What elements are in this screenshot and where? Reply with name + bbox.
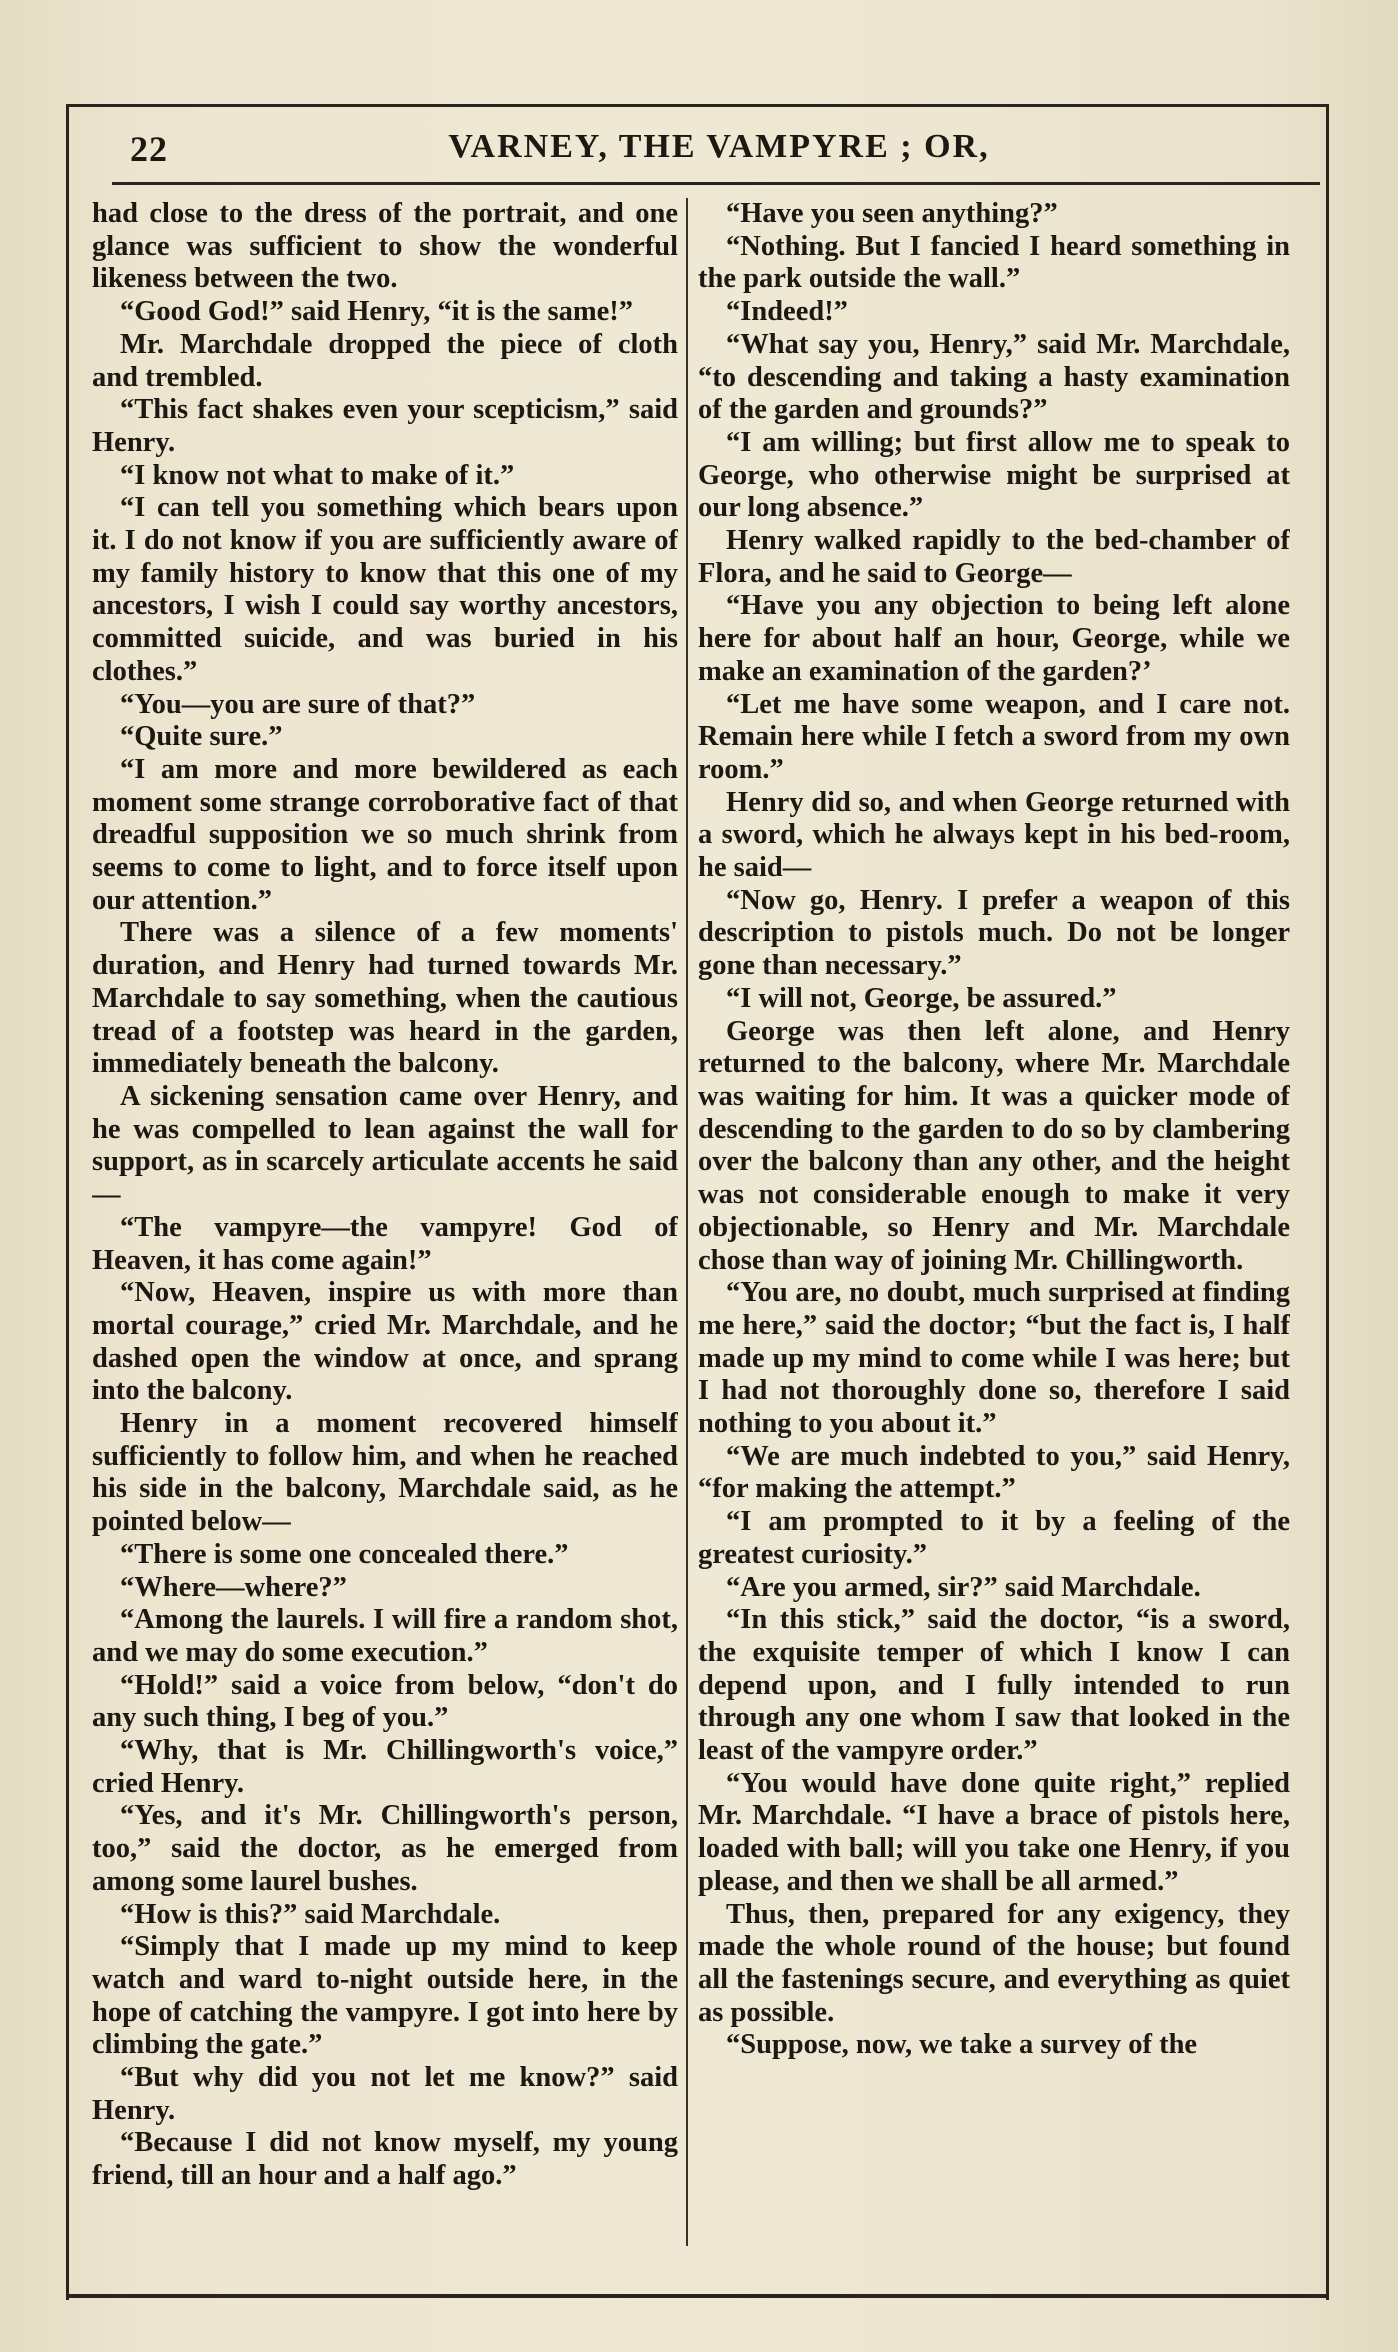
frame-right-rule xyxy=(1326,104,1329,2300)
paragraph: Henry did so, and when George returned with a sword, which he always kept in his bed-room, he said— xyxy=(698,786,1290,884)
paragraph: “Why, that is Mr. Chillingworth's voice,” cried Henry. xyxy=(92,1735,678,1799)
paragraph: Henry in a moment recovered himself sufficiently to follow him, and when he reached his side in the balcony, Marchdale said, as he pointed below— xyxy=(92,1408,678,1538)
paragraph: “Because I did not know myself, my young friend, till an hour and a half ago.” xyxy=(92,2127,678,2192)
paragraph: “I am willing; but first allow me to speak to George, who otherwise might be surprised at our long absence.” xyxy=(698,426,1290,524)
running-title: VARNEY, THE VAMPYRE ; OR, xyxy=(448,128,990,165)
paragraph: Thus, then, prepared for any exigency, they made the whole round of the house; but found all the fastenings secure, and everything as quiet as possible. xyxy=(698,1898,1290,2028)
paragraph: “I am prompted to it by a feeling of the greatest curiosity.” xyxy=(698,1506,1290,1570)
paragraph: “In this stick,” said the doctor, “is a sword, the exquisite temper of which I know I can depend upon, and I fully intended to run through any one whom I saw that looked in the least of the vampyre order.” xyxy=(698,1604,1290,1767)
paragraph: “Now, Heaven, inspire us with more than mortal courage,” cried Mr. Marchdale, and he dashed open the window at once, and sprang into the balcony. xyxy=(92,1277,678,1407)
paragraph: Mr. Marchdale dropped the piece of cloth and trembled. xyxy=(92,328,678,393)
paragraph: “How is this?” said Marchdale. xyxy=(120,1898,501,1930)
paragraph: “Are you armed, sir?” said Marchdale. xyxy=(726,1571,1201,1603)
paragraph: George was then left alone, and Henry returned to the balcony, where Mr. Marchdale was waiting for him. It was a quicker mode of descending to the garden to do so by clambering over the balcony than any other, and the height was not considerable enough to make it very objectionable, so Henry and Mr. Marchdale chose than way of joining Mr. Chillingworth. xyxy=(698,1015,1290,1276)
paragraph: “Good God!” said Henry, “it is the same!” xyxy=(120,296,634,328)
paragraph: “You would have done quite right,” replied Mr. Marchdale. “I have a brace of pistols here, loaded with ball; will you take one Henry, if you please, and then we shall be all armed.” xyxy=(698,1767,1290,1897)
paragraph: “This fact shakes even your scepticism,” said Henry. xyxy=(92,394,678,458)
page-header xyxy=(124,128,1314,180)
paragraph: “Indeed!” xyxy=(726,296,848,328)
frame-top-rule xyxy=(66,104,1329,107)
frame-bottom-rule xyxy=(66,2294,1329,2298)
column-divider xyxy=(686,198,688,2246)
paragraph: A sickening sensation came over Henry, and he was compelled to lean against the wall for support, as in scarcely articulate accents he said— xyxy=(92,1080,678,1211)
header-rule xyxy=(112,182,1320,185)
paragraph: “Now go, Henry. I prefer a weapon of this description to pistols much. Do not be longer gone than necessary.” xyxy=(698,884,1290,982)
paragraph: “Let me have some weapon, and I care not. Remain here while I fetch a sword from my own room.” xyxy=(698,688,1290,785)
paragraph: Henry walked rapidly to the bed-chamber of Flora, and he said to George— xyxy=(698,525,1290,589)
paragraph: “The vampyre—the vampyre! God of Heaven, it has come again!” xyxy=(92,1211,678,1276)
paragraph: “I know not what to make of it.” xyxy=(120,459,515,491)
paragraph: “Quite sure.” xyxy=(120,721,283,753)
left-column xyxy=(92,198,678,2248)
paragraph: “You—you are sure of that?” xyxy=(120,688,476,720)
paragraph: “Have you seen anything?” xyxy=(726,198,1058,229)
paragraph: There was a silence of a few moments' duration, and Henry had turned towards Mr. Marchdale to say something, when the cautious tread of a footstep was heard in the garden, immediately beneath the balcony. xyxy=(92,917,678,1080)
paragraph: had close to the dress of the portrait, and one glance was sufficient to show the wonderful likeness between the two. xyxy=(92,198,678,295)
paragraph: “There is some one concealed there.” xyxy=(120,1538,569,1570)
paragraph: “Have you any objection to being left alone here for about half an hour, George, while we make an examination of the garden?’ xyxy=(698,590,1290,687)
paragraph: “Among the laurels. I will fire a random shot, and we may do some execution.” xyxy=(92,1604,678,1668)
right-column xyxy=(698,198,1290,2248)
paragraph: “You are, no doubt, much surprised at finding me here,” said the doctor; “but the fact is, I half made up my mind to come while I was here; but I had not thoroughly done so, therefore I said nothing to you about it.” xyxy=(698,1277,1290,1440)
paragraph: “Nothing. But I fancied I heard something in the park outside the wall.” xyxy=(698,230,1290,295)
paragraph: “We are much indebted to you,” said Henry, “for making the attempt.” xyxy=(698,1440,1290,1505)
paragraph: “I am more and more bewildered as each moment some strange corroborative fact of that dreadful supposition we so much shrink from seems to come to light, and to force itself upon our attention.” xyxy=(92,753,678,916)
paragraph: “Where—where?” xyxy=(120,1571,347,1603)
frame-left-rule xyxy=(66,104,69,2300)
paragraph: “I will not, George, be assured.” xyxy=(726,982,1117,1014)
paragraph: “What say you, Henry,” said Mr. Marchdale, “to descending and taking a hasty examination of the garden and grounds?” xyxy=(698,328,1290,426)
paragraph: “I can tell you something which bears upon it. I do not know if you are sufficiently aware of my family history to know that this one of my ancestors, I wish I could say worthy ancestors, committed suicide, and was buried in his clothes.” xyxy=(92,492,678,687)
paragraph: “Yes, and it's Mr. Chillingworth's person, too,” said the doctor, as he emerged from among some laurel bushes. xyxy=(92,1800,678,1897)
paragraph: “Hold!” said a voice from below, “don't do any such thing, I beg of you.” xyxy=(92,1669,678,1734)
paragraph: “Simply that I made up my mind to keep watch and ward to-night outside here, in the hope of catching the vampyre. I got into here by climbing the gate.” xyxy=(92,1931,678,2061)
paragraph: “But why did you not let me know?” said Henry. xyxy=(92,2062,678,2126)
page-number: 22 xyxy=(130,129,168,169)
paragraph: “Suppose, now, we take a survey of the xyxy=(726,2029,1198,2061)
